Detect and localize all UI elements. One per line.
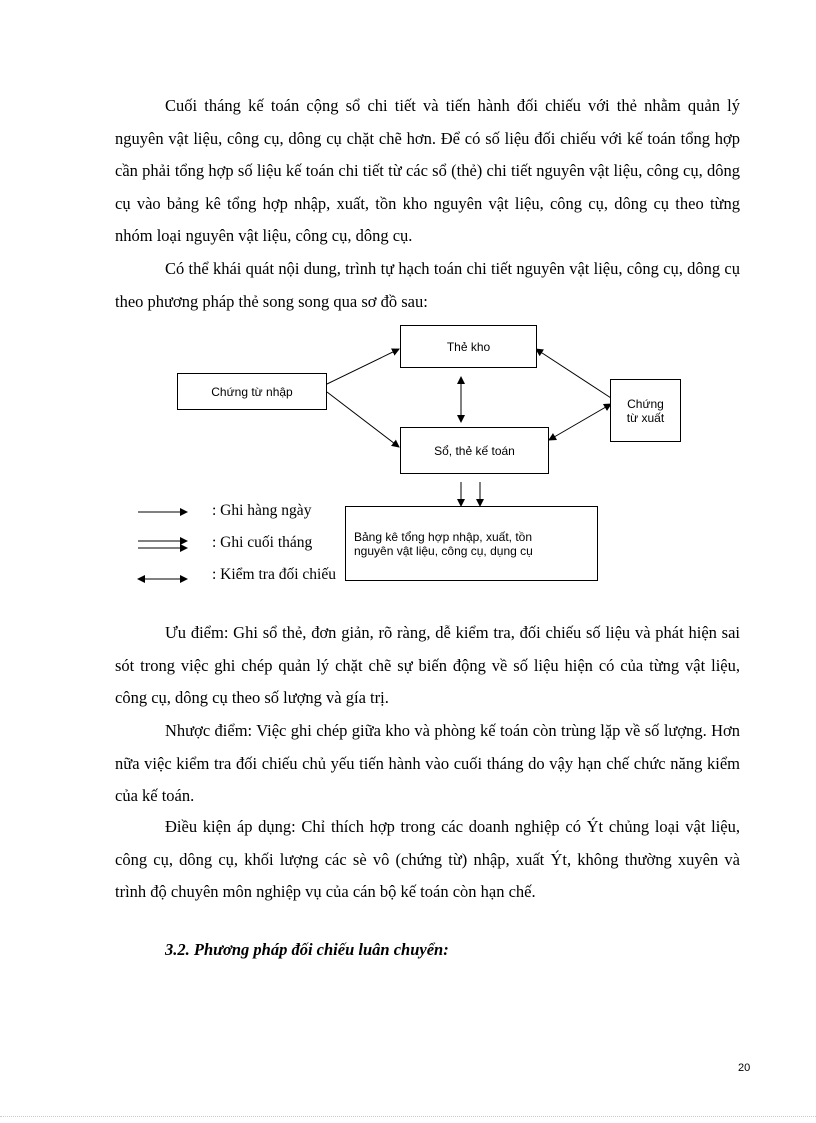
section-heading: 3.2. Phương pháp đối chiếu luân chuyển:	[165, 940, 449, 959]
box-bang-ke-line2: nguyên vật liệu, công cụ, dụng cụ	[354, 543, 533, 558]
box-so-the-ke-toan-label: Sổ, thẻ kế toán	[434, 443, 515, 458]
page-number: 20	[738, 1062, 751, 1074]
box-chung-tu-nhap	[177, 373, 327, 410]
legend-daily-label: : Ghi hàng ngày	[212, 502, 312, 519]
paragraph-advantages: Ưu điểm: Ghi sổ thẻ, đơn giản, rõ ràng, dễ kiểm tra, đối chiếu số liệu và phát hiện sai sót trong việc ghi chép quản lý chặt chẽ sự biến động về số liệu hiện có của từng vật liệu, công cụ, dông cụ theo số lượng và gía trị.	[115, 623, 740, 707]
box-chung-tu-xuat-line2: từ xuất	[626, 410, 665, 425]
paragraph-monthly-summary: Cuối tháng kế toán cộng sổ chi tiết và tiến hành đối chiếu với thẻ nhằm quản lý nguyên vật liệu, công cụ, dông cụ chặt chẽ hơn. Để có số liệu đối chiếu với kế toán tổng hợp cần phải tổng hợp số liệu kế toán chi tiết từ các sổ (thẻ) chi tiết nguyên vật liệu, công cụ, dông cụ vào bảng kê tổng hợp nhập, xuất, tồn kho nguyên vật liệu, công cụ, dông cụ theo từng nhóm loại nguyên vật liệu, công cụ, dông cụ.	[115, 96, 740, 245]
box-bang-ke-line1: Bảng kê tổng hợp nhập, xuất, tồn	[354, 529, 533, 544]
legend-check-label: : Kiểm tra đối chiếu	[212, 566, 336, 583]
paragraph-conditions: Điều kiện áp dụng: Chỉ thích hợp trong các doanh nghiệp có Ýt chủng loại vật liệu, công cụ, dông cụ, khối lượng các sè vô (chứng từ) nhập, xuất Ýt, không thường xuyên và trình độ chuyên môn nghiệp vụ của cán bộ kế toán còn hạn chế.	[115, 817, 740, 901]
footer-divider	[0, 1116, 816, 1117]
box-chung-tu-nhap-label: Chứng từ nhập	[211, 384, 293, 399]
arrow-nhap-to-thekho	[327, 349, 399, 384]
box-bang-ke-tong-hop	[345, 506, 598, 581]
box-so-the-ke-toan	[400, 427, 549, 474]
box-the-kho	[400, 325, 537, 368]
box-the-kho-label: Thẻ kho	[446, 339, 491, 354]
arrow-sothe-xuat-check	[549, 404, 611, 440]
box-chung-tu-xuat	[610, 379, 681, 442]
paragraph-diagram-intro: Có thể khái quát nội dung, trình tự hạch toán chi tiết nguyên vật liệu, công cụ, dông cụ theo phương pháp thẻ song song qua sơ đồ sau:	[115, 259, 740, 311]
arrow-nhap-to-sothe	[327, 392, 399, 447]
paragraph-disadvantages: Nhược điểm: Việc ghi chép giữa kho và phòng kế toán còn trùng lặp về số lượng. Hơn nữa việc kiểm tra đối chiếu chủ yếu tiến hành vào cuối tháng do vậy hạn chế chức năng kiểm của kế toán.	[115, 721, 740, 805]
legend-monthly-label: : Ghi cuối tháng	[212, 534, 313, 551]
arrow-xuat-to-thekho	[536, 349, 611, 398]
box-chung-tu-xuat-line1: Chứng	[627, 396, 664, 411]
